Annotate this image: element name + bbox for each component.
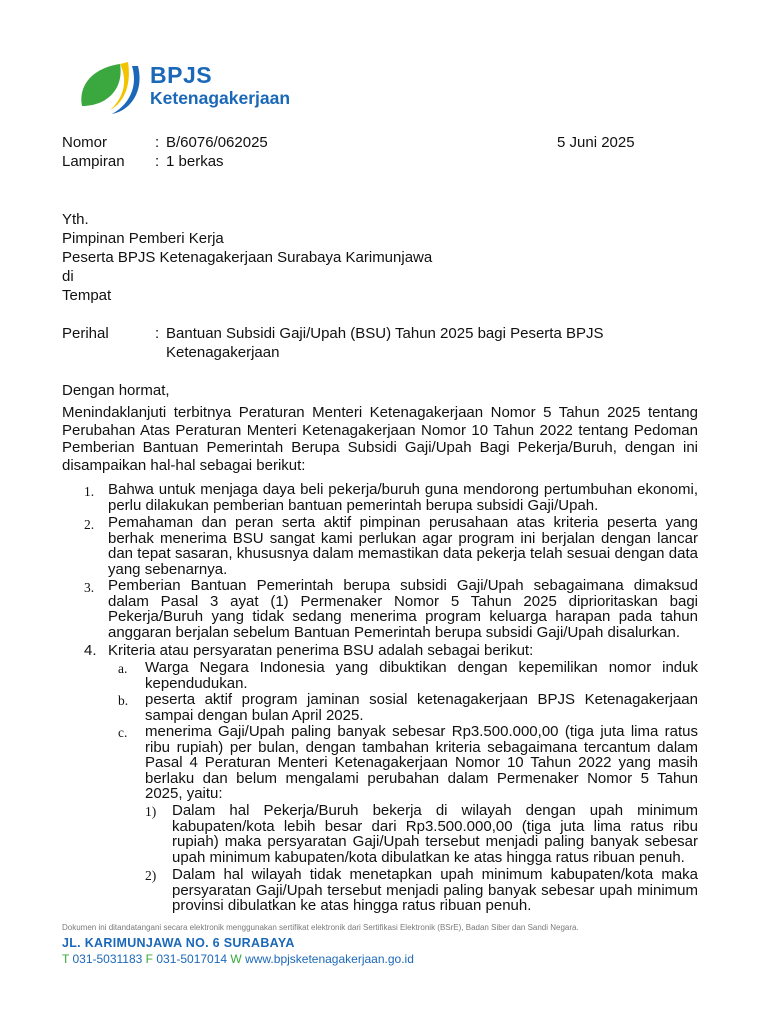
footer-contact <box>62 952 414 966</box>
subitem-a-letter: a. <box>118 661 128 676</box>
footer-address: JL. KARIMUNJAWA NO. 6 SURABAYA <box>62 936 295 950</box>
brand-name: BPJS <box>150 62 213 88</box>
fax-label: F <box>145 952 153 966</box>
subitem-b-letter: b. <box>118 693 129 708</box>
subitem-b-text: peserta aktif program jaminan sosial ketenagakerjaan BPJS Ketenagakerjaan sampai dengan bulan April 2025. <box>145 691 698 724</box>
item-3-number: 3. <box>84 580 95 595</box>
item-2-text: Pemahaman dan peran serta aktif pimpinan perusahaan atas kriteria peserta yang berhak menerima BSU sangat kami perlukan agar program ini berjalan dengan lancar dan tepat sasaran, khususnya dalam memastikan data pekerja telah sesuai dengan data yang sebenarnya. <box>108 514 698 578</box>
web-label: W <box>230 952 242 966</box>
subsubitem-2-text: Dalam hal wilayah tidak menetapkan upah minimum kabupaten/kota maka persyaratan Gaji/Upah tersebut menjadi paling banyak sebesar upah minimum provinsi dibulatkan ke atas hingga ratus ribuan penuh. <box>172 866 698 914</box>
item-1-number: 1. <box>84 484 95 499</box>
recipient-yth: Yth. <box>62 211 89 228</box>
subitem-c-text: menerima Gaji/Upah paling banyak sebesar Rp3.500.000,00 (tiga juta lima ratus ribu rupiah) per bulan, dengan tambahan kriteria sebagaimana tercantum dalam Pasal 4 Peraturan Menteri Ketenagakerjaan Nomor 10 Tahun 2022 yang masih berlaku dan belum mengalami perubahan dalam Permenaker Nomor 5 Tahun 2025, yaitu: <box>145 723 698 802</box>
item-3-text: Pemberian Bantuan Pemerintah berupa subsidi Gaji/Upah sebagaimana dimaksud dalam Pasal 3 ayat (1) Permenaker Nomor 5 Tahun 2025 diprioritaskan bagi Pekerja/Buruh yang tidak sedang menerima program keluarga harapan pada tahun anggaran berjalan sebelum Bantuan Pemerintah berupa subsidi Gaji/Upah disalurkan. <box>108 577 698 641</box>
nomor-colon: : <box>155 134 160 151</box>
item-4-number: 4. <box>84 642 97 659</box>
letter-date: 5 Juni 2025 <box>557 134 635 151</box>
perihal-line1: Bantuan Subsidi Gaji/Upah (BSU) Tahun 2025 bagi Peserta BPJS <box>166 325 604 342</box>
phone-number: 031-5031183 <box>72 952 143 966</box>
nomor-label: Nomor <box>62 134 108 151</box>
recipient-title: Pimpinan Pemberi Kerja <box>62 230 224 247</box>
recipient-di: di <box>62 268 74 285</box>
subsubitem-1-number: 1) <box>145 804 157 819</box>
greeting: Dengan hormat, <box>62 382 170 399</box>
item-4-text: Kriteria atau persyaratan penerima BSU adalah sebagai berikut: <box>108 642 534 659</box>
subitem-a-text: Warga Negara Indonesia yang dibuktikan dengan kepemilikan nomor induk kependudukan. <box>145 659 698 692</box>
recipient-org: Peserta BPJS Ketenagakerjaan Surabaya Karimunjawa <box>62 249 433 266</box>
subsubitem-1-text: Dalam hal Pekerja/Buruh bekerja di wilayah dengan upah minimum kabupaten/kota lebih besar dari Rp3.500.000,00 (tiga juta lima ratus ribu rupiah) maka persyaratan Gaji/Upah tersebut menjadi paling banyak sebesar upah minimum kabupaten/kota dibulatkan ke atas hingga ratus ribuan penuh. <box>172 802 698 866</box>
brand-subtitle: Ketenagakerjaan <box>150 88 291 108</box>
intro-paragraph: Menindaklanjuti terbitnya Peraturan Menteri Ketenagakerjaan Nomor 5 Tahun 2025 tentang Perubahan Atas Peraturan Menteri Ketenagakerjaan Nomor 10 Tahun 2022 tentang Pedoman Pemberian Bantuan Pemerintah Berupa Subsidi Gaji/Upah Bagi Pekerja/Buruh, dengan ini disampaikan hal-hal sebagai berikut: <box>62 404 698 474</box>
perihal-line2: Ketenagakerjaan <box>166 344 280 361</box>
item-2-number: 2. <box>84 517 95 532</box>
perihal-label: Perihal <box>62 325 109 342</box>
lampiran-label: Lampiran <box>62 153 125 170</box>
phone-label: T <box>62 952 70 966</box>
recipient-place: Tempat <box>62 287 112 304</box>
nomor-value: B/6076/062025 <box>166 134 268 151</box>
subsubitem-2-number: 2) <box>145 868 157 883</box>
perihal-colon: : <box>155 325 160 342</box>
esign-note: Dokumen ini ditandatangani secara elektronik menggunakan sertifikat elektronik dari Sertifikasi Elektronik (BSrE), Badan Siber dan Sandi Negara. <box>62 923 579 932</box>
lampiran-colon: : <box>155 153 160 170</box>
lampiran-value: 1 berkas <box>166 153 224 170</box>
fax-number: 031-5017014 <box>156 952 228 966</box>
subitem-c-letter: c. <box>118 725 128 740</box>
item-1-text: Bahwa untuk menjaga daya beli pekerja/buruh guna mendorong pertumbuhan ekonomi, perlu dilakukan pemberian bantuan pemerintah berupa subsidi Gaji/Upah. <box>108 481 698 514</box>
website-link[interactable]: www.bpjsketenagakerjaan.go.id <box>245 952 414 966</box>
